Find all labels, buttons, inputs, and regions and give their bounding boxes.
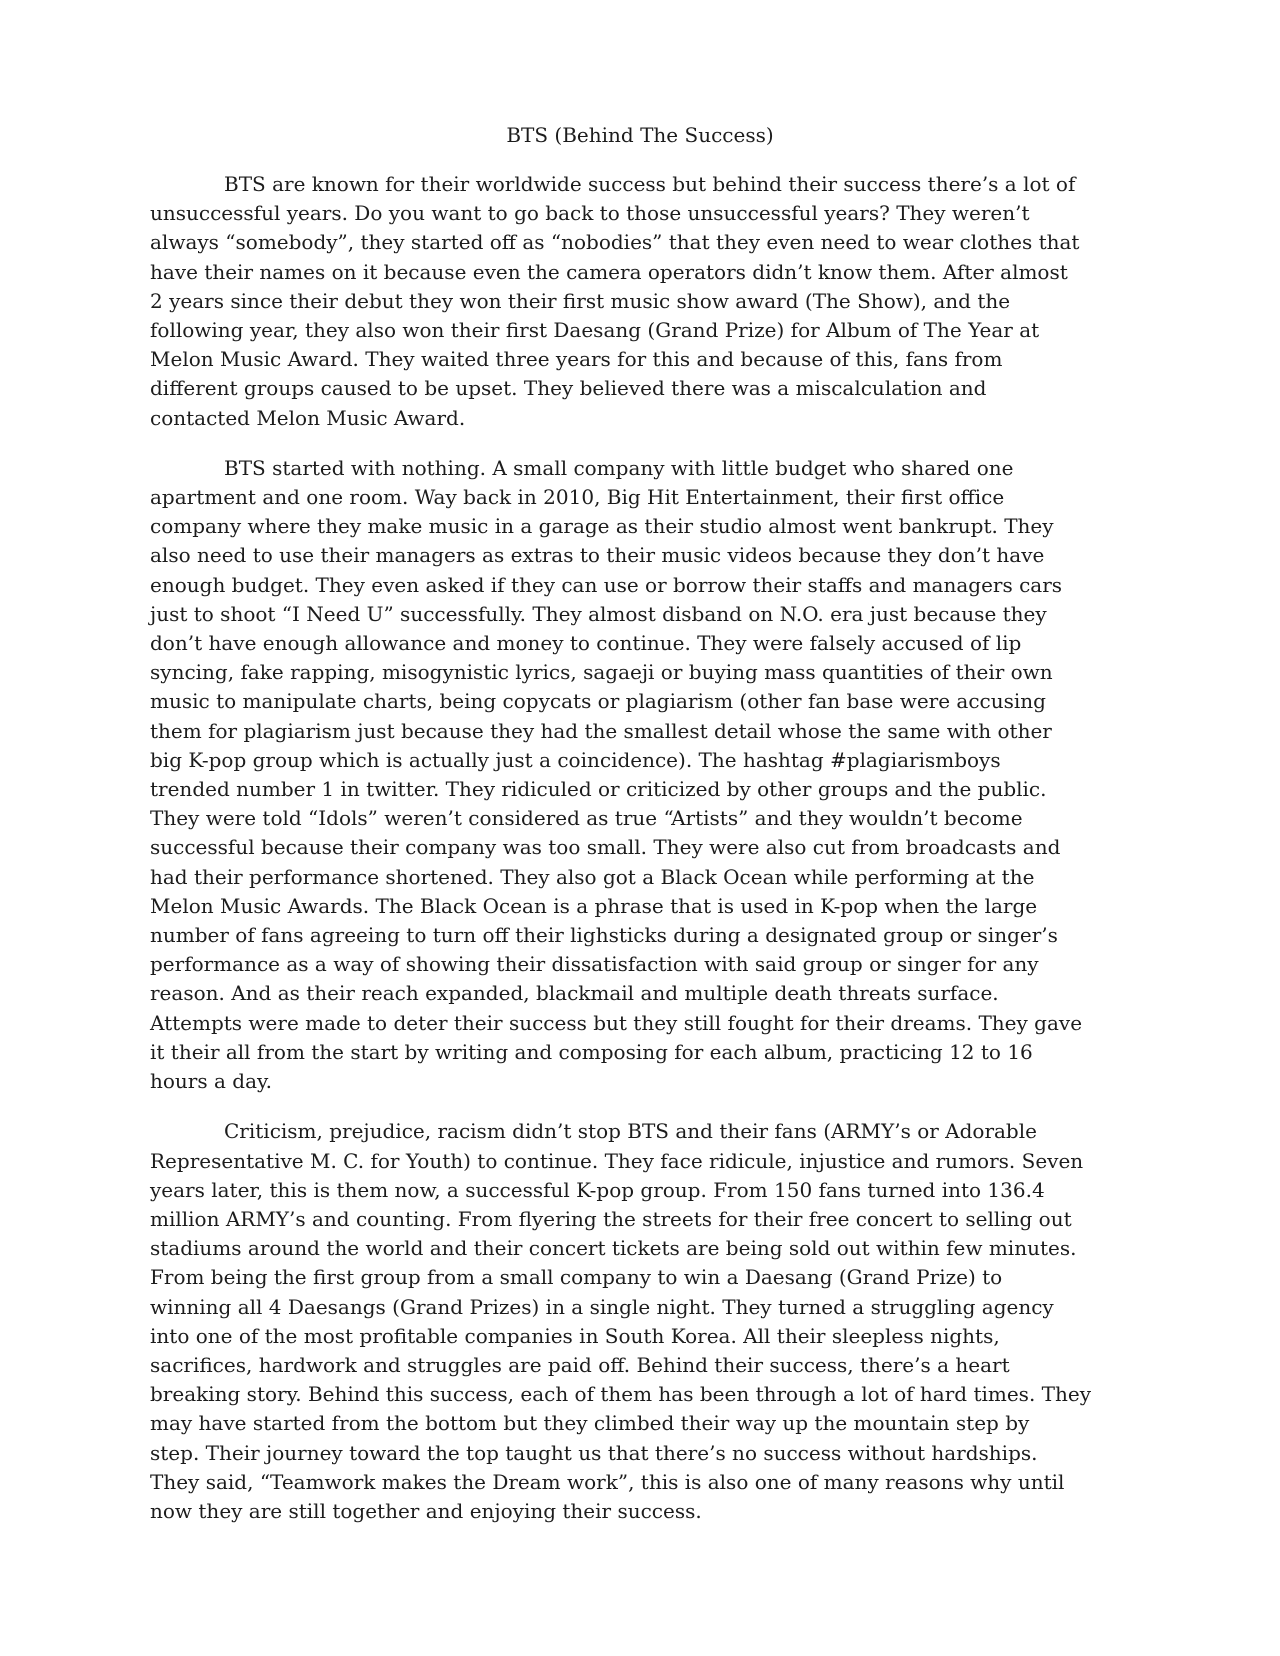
document-title: BTS (Behind The Success) [506,123,774,147]
paragraph-2: BTS started with nothing. A small company with little budget who shared one apartment and one room. Way back in 2010, Big Hit Entertainment, their first office company where they make music in a garage as their studio almost went bankrupt. They also need to use their managers as extras to their music videos because they don’t have enough budget. They even asked if they can use or borrow their staffs and managers cars just to shoot “I Need U” successfully. They almost disband on N.O. era just because they don’t have enough allowance and money to continue. They were falsely accused of lip syncing, fake rapping, misogynistic lyrics, sagaeji or buying mass quantities of their own music to manipulate charts, being copycats or plagiarism (other fan base were accusing them for plagiarism just because they had the smallest detail whose the same with other big K-pop group which is actually just a coincidence). The hashtag #plagiarismboys trended number 1 in twitter. They ridiculed or criticized by other groups and the public. They were told “Idols” weren’t considered as true “Artists” and they wouldn’t become successful because their company was too small. They were also cut from broadcasts and had their performance shortened. They also got a Black Ocean while performing at the Melon Music Awards. The Black Ocean is a phrase that is used in K-pop when the large number of fans agreeing to turn off their lighsticks during a designated group or singer’s performance as a way of showing their dissatisfaction with said group or singer for any reason. And as their reach expanded, blackmail and multiple death threats surface. Attempts were made to deter their success but they still fought for their dreams. They gave it their all from the start by writing and composing for each album, practicing 12 to 16 hours a day. [150,455,1083,1094]
paragraph-1: BTS are known for their worldwide success but behind their success there’s a lot of unsuccessful years. Do you want to go back to those unsuccessful years? They weren’t always “somebody”, they started off as “nobodies” that they even need to wear clothes that have their names on it because even the camera operators didn’t know them. After almost 2 years since their debut they won their first music show award (The Show), and the following year, they also won their first Daesang (Grand Prize) for Album of The Year at Melon Music Award. They waited three years for this and because of this, fans from different groups caused to be upset. They believed there was a miscalculation and contacted Melon Music Award. [150,172,1080,430]
paragraph-3: Criticism, prejudice, racism didn’t stop BTS and their fans (ARMY’s or Adorable Representative M. C. for Youth) to continue. They face ridicule, injustice and rumors. Seven years later, this is them now, a successful K-pop group. From 150 fans turned into 136.4 million ARMY’s and counting. From flyering the streets for their free concert to selling out stadiums around the world and their concert tickets are being sold out within few minutes. From being the first group from a small company to win a Daesang (Grand Prize) to winning all 4 Daesangs (Grand Prizes) in a single night. They turned a struggling agency into one of the most profitable companies in South Korea. All their sleepless nights, sacrifices, hardwork and struggles are paid off. Behind their success, there’s a heart breaking story. Behind this success, each of them has been through a lot of hard times. They may have started from the bottom but they climbed their way up the mountain step by step. Their journey toward the top taught us that there’s no success without hardships. They said, “Teamwork makes the Dream work”, this is also one of many reasons why until now they are still together and enjoying their success. [150,1119,1092,1523]
document-body [150,170,1130,1547]
